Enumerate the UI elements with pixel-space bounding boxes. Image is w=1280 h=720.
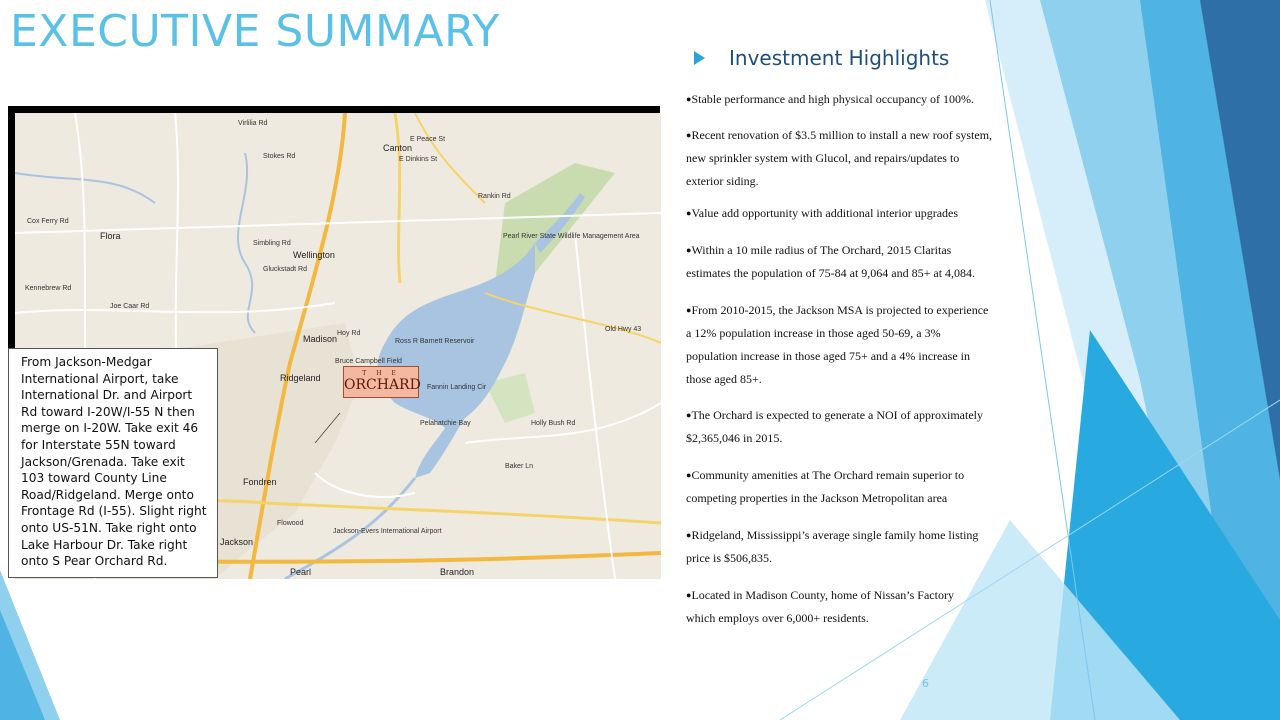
list-item-text: Value add opportunity with additional interior upgrades [691, 206, 959, 220]
map-label-old-hwy-43: Old Hwy 43 [605, 326, 642, 333]
list-item [686, 202, 1016, 225]
list-item-text: a 12% population increase in those aged 50-69, a 3% [686, 326, 941, 340]
list-item-text: Ridgeland, Mississippi’s average single family home listing [691, 528, 979, 542]
list-item [686, 584, 1016, 607]
bullet-dot-icon: ● [686, 245, 692, 255]
map-label-joe-caar: Joe Caar Rd [110, 303, 150, 310]
map-label-gluckstadt: Gluckstadt Rd [263, 266, 307, 273]
list-item-text: From 2010-2015, the Jackson MSA is projected to experience [691, 303, 989, 317]
page-number: 6 [922, 677, 929, 690]
map-label-stokes: Stokes Rd [263, 153, 296, 160]
list-item-text: $2,365,046 in 2015. [686, 431, 783, 445]
list-item [686, 88, 1016, 111]
map-label-fondren: Fondren [243, 477, 277, 487]
map-label-jackson: Jackson [220, 537, 254, 547]
bullet-dot-icon: ● [686, 530, 692, 540]
list-item-continuation [686, 147, 1016, 170]
map-label-east-peace: E Peace St [410, 136, 446, 143]
highlights-heading [694, 46, 949, 70]
list-item [686, 404, 1016, 427]
bullet-dot-icon: ● [686, 470, 692, 480]
list-item-continuation [686, 170, 1016, 193]
map-label-madison: Madison [303, 334, 338, 344]
list-item-continuation [686, 322, 1016, 345]
logo-big-text: ORCHARD [344, 377, 421, 393]
list-item [686, 299, 1016, 322]
map-label-holly-bush: Holly Bush Rd [531, 420, 576, 427]
list-item-text: Recent renovation of $3.5 million to install a new roof system, [691, 128, 993, 142]
map-label-canton: Canton [383, 143, 413, 153]
map-label-wellington: Wellington [293, 250, 335, 260]
list-item-text: estimates the population of 75-84 at 9,064 and 85+ at 4,084. [686, 266, 976, 280]
map-label-airport: Jackson-Evers International Airport [333, 528, 442, 535]
map-label-reservoir: Ross R Barnett Reservoir [395, 338, 475, 345]
list-item [686, 464, 1016, 487]
list-item-text: competing properties in the Jackson Metropolitan area [686, 491, 948, 505]
list-item-text: Located in Madison County, home of Nissan’s Factory [691, 588, 954, 602]
map-label-virlilia: Virlilia Rd [238, 120, 268, 127]
list-item-continuation [686, 487, 1016, 510]
bullet-dot-icon: ● [686, 305, 692, 315]
triangle-bullet-icon [694, 51, 705, 65]
bullet-dot-icon: ● [686, 590, 692, 600]
map-label-kennebrew: Kennebrew Rd [25, 285, 72, 292]
list-item-text: price is $506,835. [686, 551, 772, 565]
list-item-continuation [686, 547, 1016, 570]
list-item-text: those aged 85+. [686, 372, 762, 386]
orchard-logo-marker [343, 366, 419, 398]
highlights-heading-text: Investment Highlights [729, 46, 950, 70]
list-item-continuation [686, 262, 1016, 285]
bullet-dot-icon: ● [686, 94, 692, 104]
map-label-pelahatchie: Pelahatchie Bay [420, 420, 471, 427]
list-item-text: The Orchard is expected to generate a NOI of approximately [691, 408, 983, 422]
map-label-hoy: Hoy Rd [337, 330, 361, 337]
list-item-text: new sprinkler system with Glucol, and repairs/updates to [686, 151, 960, 165]
list-item [686, 239, 1016, 262]
bullet-dot-icon: ● [686, 130, 692, 140]
map-label-brandon: Brandon [440, 567, 475, 577]
map-label-wildlife-area: Pearl River State Wildlife Management Area [503, 233, 640, 240]
bullet-dot-icon: ● [686, 208, 692, 218]
map-label-cox-ferry: Cox Ferry Rd [27, 218, 69, 225]
directions-textbox: From Jackson-Medgar International Airport, take International Dr. and Airport Rd toward I-20W/I-55 N then merge on I-20W. Take exit 46 for Interstate 55N toward Jackson/Grenada. Take exit 103 toward County Line Road/Ridgeland. Merge onto Frontage Rd (I-55). Slight right onto US-51N. Take right onto Lake Harbour Dr. Take right onto S Pear Orchard Rd. [8, 348, 218, 578]
list-item-continuation [686, 345, 1016, 368]
list-item-text: which employs over 6,000+ residents. [686, 611, 869, 625]
map-label-fannin: Fannin Landing Cir [427, 384, 487, 391]
list-item [686, 524, 1016, 547]
list-item-continuation [686, 427, 1016, 450]
map-label-ridgeland: Ridgeland [280, 373, 321, 383]
list-item-text: Stable performance and high physical occupancy of 100%. [691, 92, 975, 106]
map-label-e-dinkins: E Dinkins St [399, 156, 438, 163]
page-title: EXECUTIVE SUMMARY [10, 6, 500, 57]
list-item-text: population increase in those aged 75+ and a 4% increase in [686, 349, 971, 363]
list-item-continuation [686, 607, 1016, 630]
logo-small-text: T H E [362, 370, 400, 377]
map-label-pearl: Pearl [290, 567, 312, 577]
list-item-text: Community amenities at The Orchard remain superior to [691, 468, 965, 482]
map-label-flora: Flora [100, 231, 121, 241]
map-label-rankin: Rankin Rd [478, 193, 511, 200]
map-label-flowood: Flowood [277, 520, 304, 527]
list-item-continuation [686, 368, 1016, 391]
bullet-dot-icon: ● [686, 410, 692, 420]
map-label-bruce-campbell: Bruce Campbell Field [335, 358, 402, 365]
list-item [686, 124, 1016, 147]
map-label-baker-ln: Baker Ln [505, 463, 534, 470]
map-label-simbling: Simbling Rd [253, 240, 291, 247]
list-item-text: Within a 10 mile radius of The Orchard, 2015 Claritas [691, 243, 952, 257]
list-item-text: exterior siding. [686, 174, 759, 188]
